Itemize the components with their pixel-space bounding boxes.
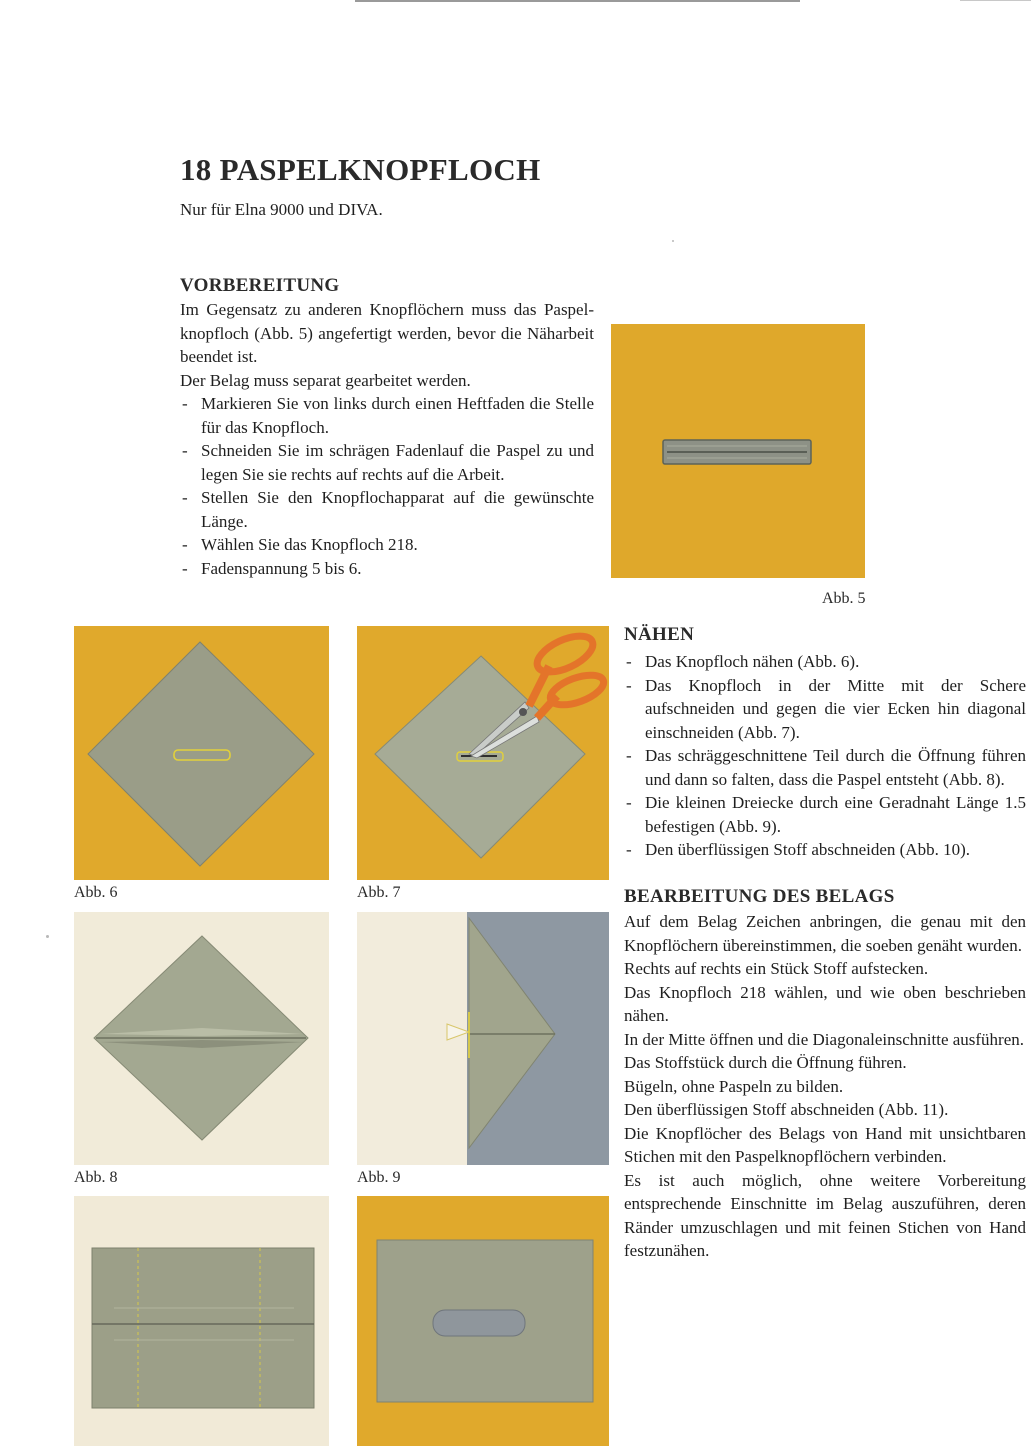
list-item: - Den überflüssigen Stoff abschneiden (Abb. 10). <box>624 838 1026 862</box>
caption-abb6: Abb. 6 <box>74 884 118 901</box>
list-item: - Fadenspannung 5 bis 6. <box>180 557 594 581</box>
belag-line: Auf dem Belag Zeichen anbringen, die genau mit den Knopflöchern übereinstimmen, die soeben genäht wurden. <box>624 912 1026 955</box>
belag-heading: BEARBEITUNG DES BELAGS <box>624 886 895 907</box>
vorbereitung-steps <box>180 392 594 580</box>
naehen-heading: NÄHEN <box>624 624 695 645</box>
top-rule-right <box>960 0 1031 1</box>
vorbereitung-paragraph: Der Belag muss separat gearbeitet werden. <box>180 370 471 390</box>
list-item: - Das Knopfloch in der Mitte mit der Schere aufschneiden und gegen die vier Ecken hin diagonal einschneiden (Abb. 7). <box>624 674 1026 745</box>
naehen-steps <box>624 650 1026 862</box>
photo-abb5 <box>611 324 865 578</box>
vorbereitung-heading: VORBEREITUNG <box>180 275 340 296</box>
photo-abb7 <box>357 626 609 880</box>
vorbereitung-section <box>180 298 594 580</box>
belag-line: Bügeln, ohne Paspeln zu bilden. <box>624 1076 844 1096</box>
list-item: - Wählen Sie das Knopfloch 218. <box>180 533 594 557</box>
belag-line: Es ist auch möglich, ohne weitere Vorbereitung entsprechende Einschnitte im Belag auszuführen, deren Ränder umzuschlagen und mit feinen Stichen von Hand festzunähen. <box>624 1170 1026 1260</box>
belag-line: Das Knopfloch 218 wählen, und wie oben beschrieben nähen. <box>624 982 1026 1025</box>
photo-abb9 <box>357 912 609 1165</box>
belag-line: Das Stoffstück durch die Öffnung führen. <box>624 1053 907 1072</box>
list-item: - Das Knopfloch nähen (Abb. 6). <box>624 650 1026 674</box>
photo-abb10 <box>74 1196 329 1446</box>
list-item: - Schneiden Sie im schrägen Fadenlauf die Paspel zu und legen Sie sie rechts auf rechts auf die Arbeit. <box>180 439 594 486</box>
photo-abb11 <box>357 1196 609 1446</box>
top-rule <box>355 0 800 2</box>
vorbereitung-paragraph: Im Gegensatz zu anderen Knopflöchern muss das Paspel-knopfloch (Abb. 5) angefertigt werden, bevor die Näharbeit beendet ist. <box>180 300 594 366</box>
page-title: 18 PASPELKNOPFLOCH <box>180 152 541 187</box>
photo-abb8 <box>74 912 329 1165</box>
list-item: - Die kleinen Dreiecke durch eine Geradnaht Länge 1.5 befestigen (Abb. 9). <box>624 791 1026 838</box>
caption-abb7: Abb. 7 <box>357 884 401 901</box>
belag-section <box>624 910 1026 1263</box>
scan-speck <box>46 935 49 938</box>
photo-abb6 <box>74 626 329 880</box>
caption-abb5: Abb. 5 <box>822 590 866 607</box>
caption-abb8: Abb. 8 <box>74 1169 118 1186</box>
belag-line: Den überflüssigen Stoff abschneiden (Abb. 11). <box>624 1100 949 1119</box>
belag-line: Die Knopflöcher des Belags von Hand mit unsichtbaren Stichen mit den Paspelknopflöchern verbinden. <box>624 1123 1026 1166</box>
list-item: - Stellen Sie den Knopflochapparat auf die gewünschte Länge. <box>180 486 594 533</box>
page-subtitle: Nur für Elna 9000 und DIVA. <box>180 200 383 219</box>
belag-line: Rechts auf rechts ein Stück Stoff aufstecken. <box>624 959 929 978</box>
list-item: - Das schräggeschnittene Teil durch die Öffnung führen und dann so falten, dass die Paspel entsteht (Abb. 8). <box>624 744 1026 791</box>
scan-speck <box>672 240 674 242</box>
caption-abb9: Abb. 9 <box>357 1169 401 1186</box>
naehen-section <box>624 650 1026 862</box>
list-item: - Markieren Sie von links durch einen Heftfaden die Stelle für das Knopfloch. <box>180 392 594 439</box>
belag-line: In der Mitte öffnen und die Diagonaleinschnitte ausführen. <box>624 1029 1025 1049</box>
